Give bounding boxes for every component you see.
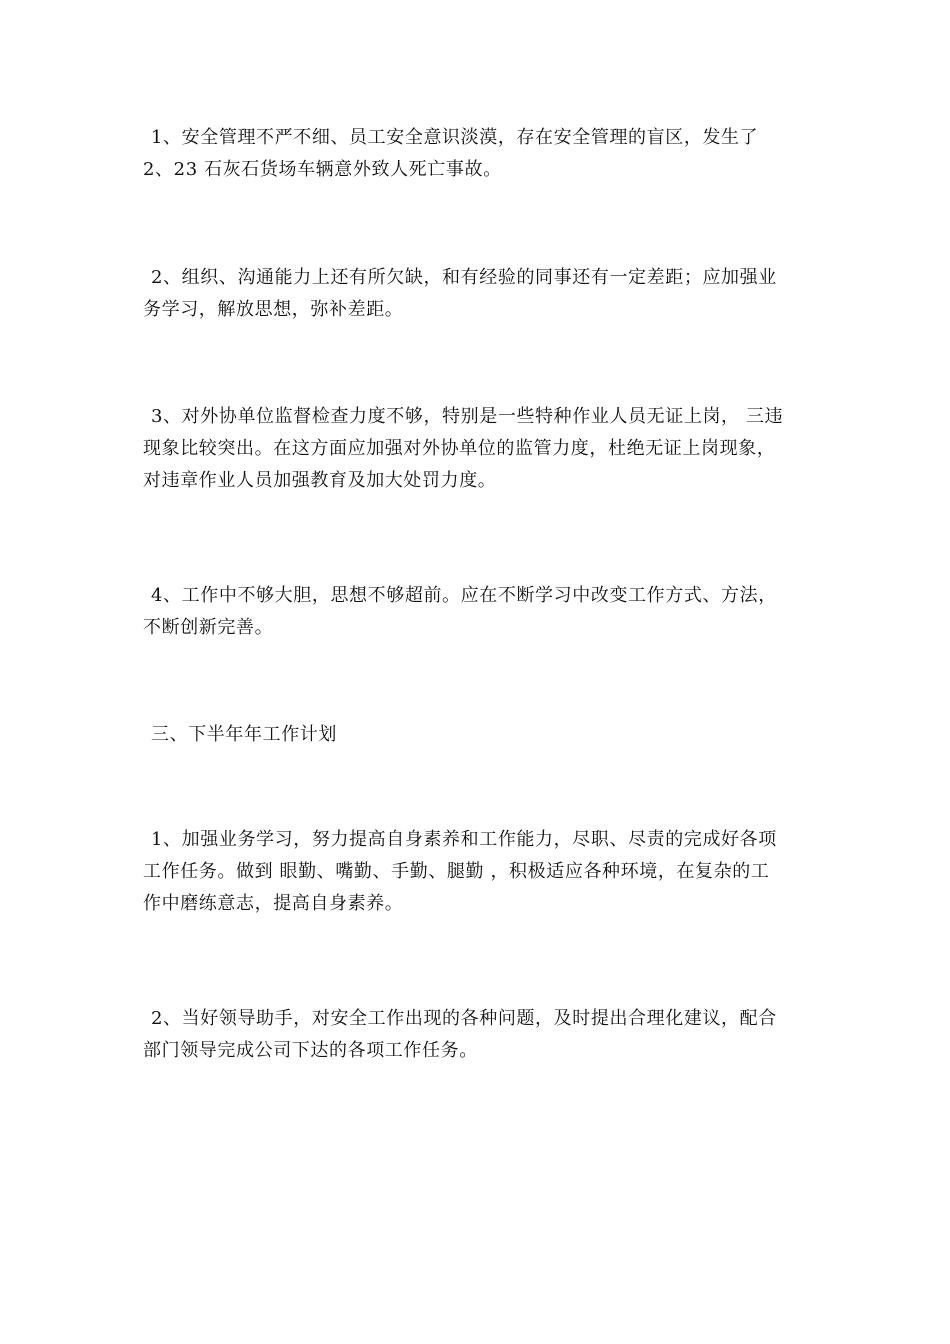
paragraph-line: 务学习，解放思想，弥补差距。 (143, 299, 404, 320)
paragraph-line: 4、工作中不够大胆，思想不够超前。应在不断学习中改变工作方式、方法， (151, 585, 777, 606)
paragraph-line: 现象比较突出。在这方面应加强对外协单位的监管力度，杜绝无证上岗现象， (143, 438, 776, 459)
paragraph-line: 2、当好领导助手，对安全工作出现的各种问题，及时提出合理化建议，配合 (151, 1008, 777, 1029)
paragraph-line: 2、23 石灰石货场车辆意外致人死亡事故。 (143, 159, 502, 180)
paragraph-line: 1、安全管理不严不细、员工安全意识淡漠，存在安全管理的盲区，发生了 (151, 127, 759, 148)
paragraph-line: 对违章作业人员加强教育及加大处罚力度。 (143, 470, 497, 491)
paragraph-line: 3、对外协单位监督检查力度不够，特别是一些特种作业人员无证上岗， 三违 (151, 406, 784, 427)
paragraph-study (143, 824, 808, 920)
paragraph-boldness (143, 580, 808, 644)
paragraph-line: 不断创新完善。 (143, 617, 274, 638)
paragraph-line: 工作任务。做到 眼勤、嘴勤、手勤、腿勤 ，积极适应各种环境，在复杂的工 (143, 861, 770, 882)
paragraph-line: 部门领导完成公司下达的各项工作任务。 (143, 1040, 478, 1061)
paragraph-line: 2、组织、沟通能力上还有所欠缺，和有经验的同事还有一定差距；应加强业 (151, 267, 777, 288)
section-heading: 三、下半年年工作计划 (151, 724, 337, 745)
section-heading-plan (143, 719, 808, 751)
paragraph-supervision (143, 401, 808, 497)
paragraph-communication (143, 262, 808, 326)
paragraph-safety-management (143, 122, 808, 186)
paragraph-line: 作中磨练意志，提高自身素养。 (143, 893, 404, 914)
paragraph-line: 1、加强业务学习，努力提高自身素养和工作能力，尽职、尽责的完成好各项 (151, 829, 777, 850)
paragraph-assistant (143, 1003, 808, 1067)
